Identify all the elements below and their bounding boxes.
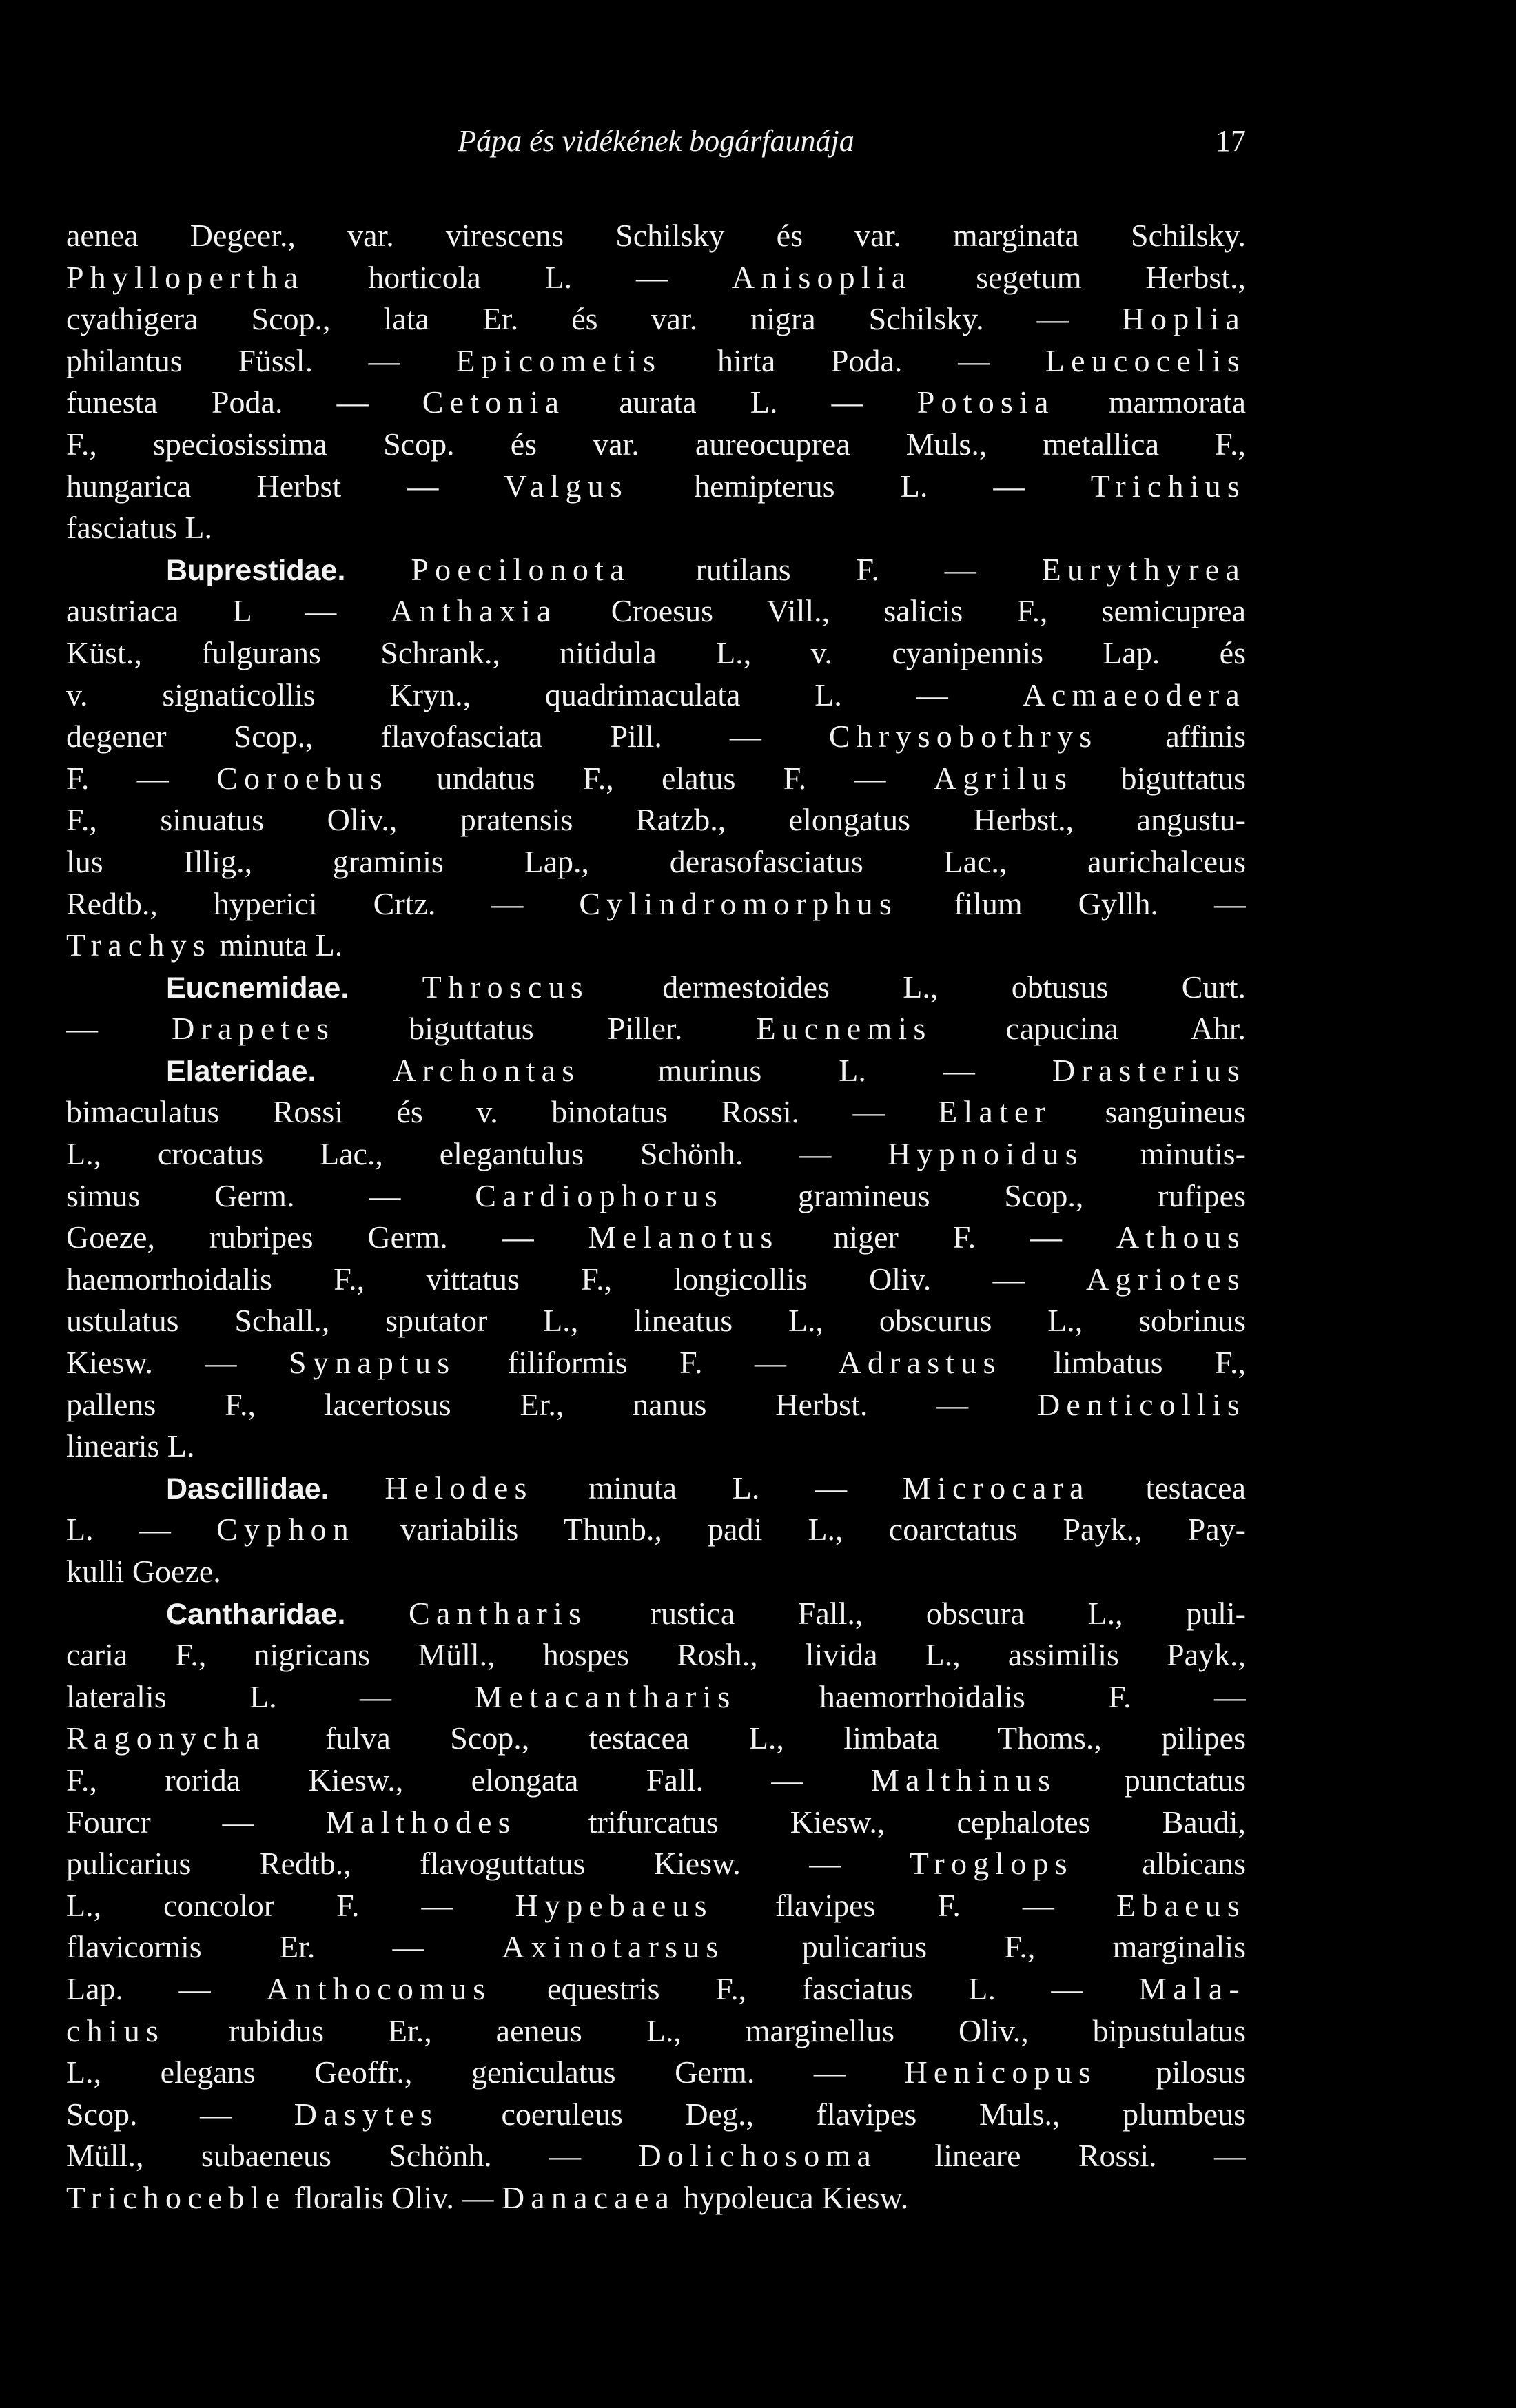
- text-line: [66, 1259, 1246, 1301]
- text-run: L. —: [66, 1512, 217, 1547]
- genus-name: Ragonycha: [66, 1720, 266, 1756]
- text-line: [66, 799, 1246, 841]
- text-run: hypoleuca Kiesw.: [675, 2179, 909, 2215]
- text-run: equestris F., fasciatus L. —: [491, 1970, 1139, 2006]
- text-run: pulicarius F., marginalis: [724, 1929, 1246, 1965]
- text-line: [66, 1468, 1246, 1510]
- text-run: L., elegans Geoffr., geniculatus Germ. —: [66, 2055, 905, 2090]
- text-line: [66, 1300, 1246, 1342]
- text-run: linearis L.: [66, 1428, 195, 1464]
- text-run: affinis: [1098, 719, 1246, 754]
- text-run: sanguineus: [1052, 1094, 1246, 1130]
- text-run: biguttatus: [1073, 760, 1246, 796]
- genus-name: Trichoceble: [66, 2179, 287, 2215]
- text-run: [345, 1596, 409, 1631]
- genus-name: Malthodes: [325, 1804, 517, 1840]
- text-run: fasciatus L.: [66, 510, 213, 546]
- genus-name: Athous: [1116, 1220, 1246, 1255]
- text-run: kulli Goeze.: [66, 1554, 221, 1589]
- genus-name: Helodes: [385, 1470, 533, 1505]
- text-run: caria F., nigricans Müll., hospes Rosh., livida L., assimilis Payk.,: [66, 1637, 1246, 1673]
- family-heading: Dascillidae.: [166, 1472, 329, 1505]
- text-run: philantus Füssl. —: [66, 342, 456, 378]
- family-heading: Eucnemidae.: [166, 971, 349, 1005]
- body-text: [66, 215, 1246, 2219]
- text-run: haemorrhoidalis F. —: [736, 1678, 1246, 1714]
- text-run: minuta L.: [211, 927, 343, 963]
- text-line: [66, 967, 1246, 1009]
- text-line: [66, 841, 1246, 883]
- text-line: [66, 466, 1246, 508]
- text-run: F. —: [66, 760, 217, 796]
- genus-name: Microcara: [902, 1470, 1090, 1505]
- text-line: [66, 1718, 1246, 1760]
- text-line: [66, 2052, 1246, 2094]
- genus-name: Archontas: [393, 1052, 581, 1088]
- text-run: cyathigera Scop., lata Er. és var. nigra Schilsky. —: [66, 301, 1122, 337]
- genus-name: Agriotes: [1085, 1261, 1246, 1297]
- text-run: flavicornis Er. —: [66, 1929, 502, 1965]
- text-line: [66, 1885, 1246, 1927]
- text-run: variabilis Thunb., padi L., coarctatus Payk., Pay-: [354, 1512, 1246, 1547]
- text-run: lineare Rossi. —: [877, 2138, 1246, 2174]
- text-run: capucina Ahr.: [932, 1011, 1246, 1047]
- text-run: Redtb., hyperici Crtz. —: [66, 885, 580, 921]
- text-line: [66, 1091, 1246, 1133]
- genus-name: Trichius: [1090, 468, 1246, 504]
- text-run: albicans: [1073, 1846, 1246, 1882]
- genus-name: Cylindromorphus: [579, 885, 898, 921]
- text-line: [66, 257, 1246, 299]
- genus-name: Metacantharis: [474, 1678, 737, 1714]
- genus-name: Axinotarsus: [501, 1929, 725, 1965]
- text-run: funesta Poda. —: [66, 384, 422, 420]
- genus-name: Synaptus: [289, 1345, 456, 1381]
- text-run: aenea Degeer., var. virescens Schilsky és var. marginata Schilsky.: [66, 218, 1246, 253]
- text-run: fulva Scop., testacea L., limbata Thoms., pilipes: [265, 1720, 1246, 1756]
- text-run: hemipterus L. —: [628, 468, 1091, 504]
- genus-name: Cardiophorus: [475, 1177, 724, 1213]
- text-run: aurata L. —: [565, 384, 917, 420]
- text-line: [66, 215, 1246, 257]
- genus-name: Danacaea: [501, 2179, 676, 2215]
- genus-name: Mala-: [1138, 1970, 1246, 2006]
- genus-name: Coroebus: [216, 760, 389, 796]
- text-run: minuta L. —: [533, 1470, 903, 1505]
- text-run: Croesus Vill., salicis F., semicuprea: [557, 593, 1246, 629]
- text-line: [66, 507, 1246, 549]
- text-run: murinus L. —: [580, 1052, 1052, 1088]
- text-run: pulicarius Redtb., flavoguttatus Kiesw. —: [66, 1846, 910, 1882]
- text-line: [66, 424, 1246, 466]
- text-line: [66, 2094, 1246, 2136]
- text-line: [66, 883, 1246, 925]
- text-line: [66, 382, 1246, 424]
- text-line: [66, 1384, 1246, 1426]
- family-heading: Cantharidae.: [166, 1597, 346, 1631]
- text-run: rubidus Er., aeneus L., marginellus Oliv., bipustulatus: [165, 2013, 1246, 2048]
- text-run: Küst., fulgurans Schrank., nitidula L., v. cyanipennis Lap. és: [66, 635, 1246, 670]
- text-run: bimaculatus Rossi és v. binotatus Rossi. —: [66, 1094, 939, 1130]
- genus-name: Epicometis: [455, 342, 662, 378]
- text-line: [66, 632, 1246, 675]
- text-run: hungarica Herbst —: [66, 468, 504, 504]
- text-line: [66, 1593, 1246, 1635]
- text-run: Scop. —: [66, 2096, 294, 2132]
- text-line: [66, 1551, 1246, 1593]
- text-run: F., rorida Kiesw., elongata Fall. —: [66, 1762, 871, 1798]
- text-run: horticola L. —: [304, 259, 732, 295]
- genus-name: Anisoplia: [731, 259, 912, 295]
- text-run: trifurcatus Kiesw., cephalotes Baudi,: [516, 1804, 1246, 1840]
- text-line: [66, 340, 1246, 382]
- text-run: rutilans F. —: [630, 551, 1042, 587]
- text-line: [66, 1008, 1246, 1050]
- text-line: [66, 1968, 1246, 2010]
- text-run: floralis Oliv. —: [286, 2179, 502, 2215]
- genus-name: Adrastus: [838, 1345, 1002, 1381]
- genus-name: Denticollis: [1036, 1386, 1246, 1422]
- text-run: limbatus F.,: [1001, 1345, 1246, 1381]
- genus-name: Dolichosoma: [638, 2138, 877, 2174]
- text-run: ustulatus Schall., sputator L., lineatus L., obscurus L., sobrinus: [66, 1303, 1246, 1339]
- text-run: marmorata: [1054, 384, 1246, 420]
- genus-name: Trachys: [66, 927, 212, 963]
- genus-name: Cetonia: [422, 384, 566, 420]
- text-run: haemorrhoidalis F., vittatus F., longicollis Oliv. —: [66, 1261, 1086, 1297]
- running-title: Pápa és vidékének bogárfaunája: [458, 124, 854, 158]
- text-run: F., speciosissima Scop. és var. aureocuprea Muls., metallica F.,: [66, 426, 1246, 462]
- text-run: L., concolor F. —: [66, 1887, 515, 1923]
- text-run: Kiesw. —: [66, 1345, 289, 1381]
- text-run: filum Gyllh. —: [897, 885, 1246, 921]
- text-line: [66, 1760, 1246, 1802]
- text-line: [66, 2010, 1246, 2052]
- text-line: [66, 925, 1246, 967]
- genus-name: Throscus: [422, 969, 589, 1005]
- text-run: lateralis L. —: [66, 1678, 475, 1714]
- text-run: rustica Fall., obscura L., puli-: [587, 1595, 1246, 1631]
- text-run: undatus F., elatus F. —: [389, 760, 934, 796]
- text-line: [66, 1843, 1246, 1885]
- family-heading: Elateridae.: [166, 1054, 316, 1088]
- genus-name: Chrysobothrys: [828, 719, 1098, 754]
- genus-name: Elater: [938, 1094, 1052, 1130]
- text-run: punctatus: [1056, 1762, 1246, 1798]
- text-line: [66, 2135, 1246, 2177]
- text-run: niger F. —: [779, 1220, 1116, 1255]
- genus-name: Valgus: [504, 468, 628, 504]
- genus-name: Cantharis: [409, 1595, 588, 1631]
- text-run: gramineus Scop., rufipes: [724, 1177, 1246, 1213]
- text-line: [66, 549, 1246, 591]
- text-run: —: [66, 1011, 172, 1047]
- text-line: [66, 1342, 1246, 1384]
- text-run: dermestoides L., obtusus Curt.: [588, 969, 1246, 1005]
- page-header: [66, 117, 1246, 165]
- text-run: [316, 1053, 393, 1088]
- text-run: v. signaticollis Kryn., quadrimaculata L. —: [66, 677, 1023, 712]
- text-line: [66, 1217, 1246, 1259]
- text-line: [66, 1133, 1246, 1175]
- genus-name: Henicopus: [904, 2055, 1098, 2090]
- genus-name: Drasterius: [1052, 1052, 1246, 1088]
- genus-name: Hypnoidus: [888, 1136, 1084, 1172]
- text-line: [66, 1802, 1246, 1844]
- text-run: hirta Poda. —: [662, 342, 1045, 378]
- text-run: testacea: [1089, 1470, 1246, 1505]
- text-run: minutis-: [1083, 1136, 1246, 1172]
- text-run: [345, 552, 411, 587]
- genus-name: Phyllopertha: [66, 259, 305, 295]
- text-run: segetum Herbst.,: [912, 259, 1246, 295]
- genus-name: Dasytes: [294, 2096, 439, 2132]
- genus-name: Malthinus: [870, 1762, 1057, 1798]
- genus-name: Cyphon: [216, 1512, 355, 1547]
- genus-name: Hoplia: [1121, 301, 1246, 337]
- text-line: [66, 1926, 1246, 1968]
- text-run: lus Illig., graminis Lap., derasofasciatus Lac., aurichalceus: [66, 843, 1246, 879]
- text-run: [349, 969, 422, 1005]
- family-heading: Buprestidae.: [166, 553, 346, 587]
- genus-name: Agrilus: [933, 760, 1074, 796]
- genus-name: Drapetes: [172, 1011, 336, 1047]
- text-run: pilosus: [1097, 2055, 1246, 2090]
- genus-name: Anthaxia: [390, 593, 557, 629]
- page-number: 17: [1216, 124, 1246, 158]
- text-line: [66, 298, 1246, 340]
- genus-name: Ebaeus: [1116, 1887, 1246, 1923]
- text-line: [66, 1426, 1246, 1468]
- text-line: [66, 758, 1246, 800]
- text-run: Fourcr —: [66, 1804, 326, 1840]
- text-run: austriaca L —: [66, 593, 391, 629]
- text-run: [329, 1470, 385, 1505]
- text-run: F., sinuatus Oliv., pratensis Ratzb., elongatus Herbst., angustu-: [66, 802, 1246, 838]
- text-line: [66, 590, 1246, 632]
- genus-name: Anthocomus: [266, 1970, 492, 2006]
- text-line: [66, 1509, 1246, 1551]
- genus-name: Eucnemis: [756, 1011, 932, 1047]
- text-run: degener Scop., flavofasciata Pill. —: [66, 719, 829, 754]
- text-line: [66, 675, 1246, 717]
- text-run: L., crocatus Lac., elegantulus Schönh. —: [66, 1136, 888, 1172]
- text-line: [66, 716, 1246, 758]
- text-run: filiformis F. —: [455, 1345, 839, 1381]
- text-run: Müll., subaeneus Schönh. —: [66, 2138, 639, 2174]
- text-line: [66, 2177, 1246, 2219]
- genus-name: Potosia: [916, 384, 1055, 420]
- genus-name: chius: [66, 2013, 165, 2048]
- genus-name: Melanotus: [588, 1220, 779, 1255]
- text-run: flavipes F. —: [713, 1887, 1116, 1923]
- text-run: pallens F., lacertosus Er., nanus Herbst. —: [66, 1386, 1037, 1422]
- genus-name: Acmaeodera: [1022, 677, 1246, 712]
- genus-name: Poecilonota: [411, 551, 631, 587]
- text-line: [66, 1676, 1246, 1718]
- text-line: [66, 1634, 1246, 1676]
- genus-name: Eurythyrea: [1041, 551, 1246, 587]
- genus-name: Leucocelis: [1045, 342, 1246, 378]
- genus-name: Hypebaeus: [515, 1887, 713, 1923]
- text-line: [66, 1050, 1246, 1092]
- text-run: biguttatus Piller.: [335, 1011, 757, 1047]
- text-run: Goeze, rubripes Germ. —: [66, 1220, 588, 1255]
- text-run: Lap. —: [66, 1970, 267, 2006]
- text-run: simus Germ. —: [66, 1177, 475, 1213]
- genus-name: Troglops: [909, 1846, 1074, 1882]
- text-line: [66, 1175, 1246, 1217]
- text-run: coeruleus Deg., flavipes Muls., plumbeus: [438, 2096, 1246, 2132]
